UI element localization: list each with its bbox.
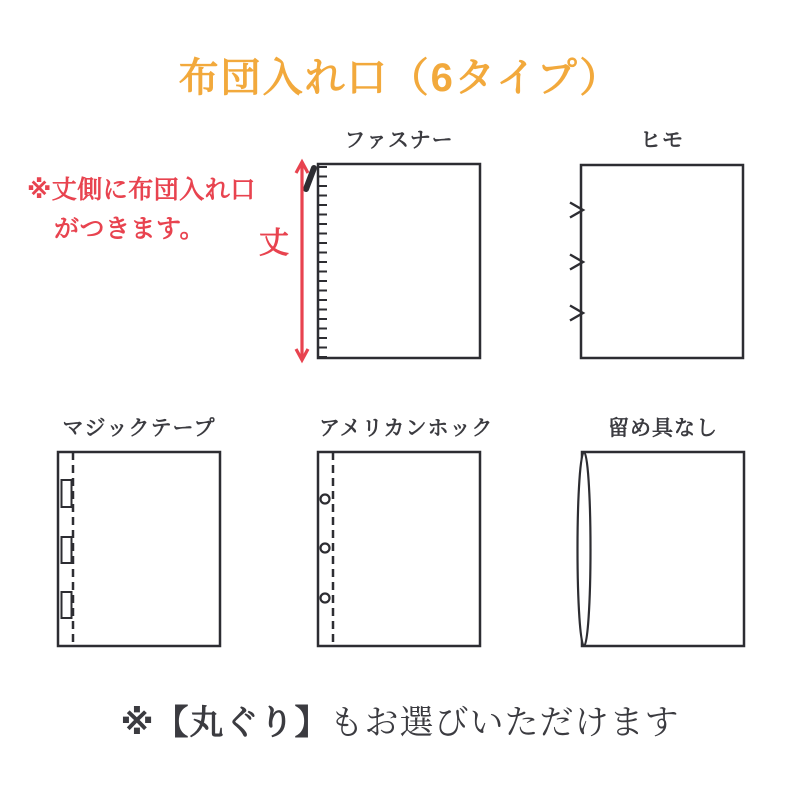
label-no-fastener: 留め具なし — [608, 417, 718, 440]
snap-button-icon — [321, 594, 330, 603]
snap-button-icon — [321, 495, 330, 504]
fastener-diagram — [280, 150, 500, 370]
velcro-tab-icon — [62, 537, 72, 563]
himo-diagram — [540, 150, 760, 370]
no-fastener-diagram — [540, 435, 780, 665]
label-magic-tape: マジックテープ — [62, 417, 216, 440]
label-himo: ヒモ — [640, 129, 684, 152]
bag-outline — [318, 164, 480, 358]
length-side-note-line1: ※丈側に布団入れ口 — [27, 176, 256, 204]
label-american-hook: アメリカンホック — [319, 417, 494, 440]
bottom-note — [0, 703, 800, 744]
page-title: 布団入れ口（6タイプ） — [178, 56, 622, 100]
velcro-tab-icon — [62, 592, 72, 618]
bag-outline — [318, 452, 480, 646]
zipper-teeth-icon — [319, 167, 327, 357]
bottom-note-rest: もお選びいただけます — [329, 704, 680, 742]
snap-button-icon — [321, 544, 330, 553]
bag-outline — [581, 165, 743, 358]
length-side-note-line2: がつきます。 — [54, 215, 206, 243]
length-label: 丈 — [259, 227, 289, 260]
velcro-tab-icon — [62, 480, 72, 507]
length-side-note — [27, 171, 256, 249]
open-edge-icon — [578, 452, 591, 646]
bag-outline — [582, 452, 744, 646]
american-hook-diagram — [280, 435, 520, 665]
magic-tape-diagram — [20, 435, 260, 665]
bottom-note-bold: ※【丸ぐり】 — [120, 704, 330, 742]
label-fastener: ファスナー — [344, 129, 454, 152]
bag-outline — [58, 452, 220, 646]
